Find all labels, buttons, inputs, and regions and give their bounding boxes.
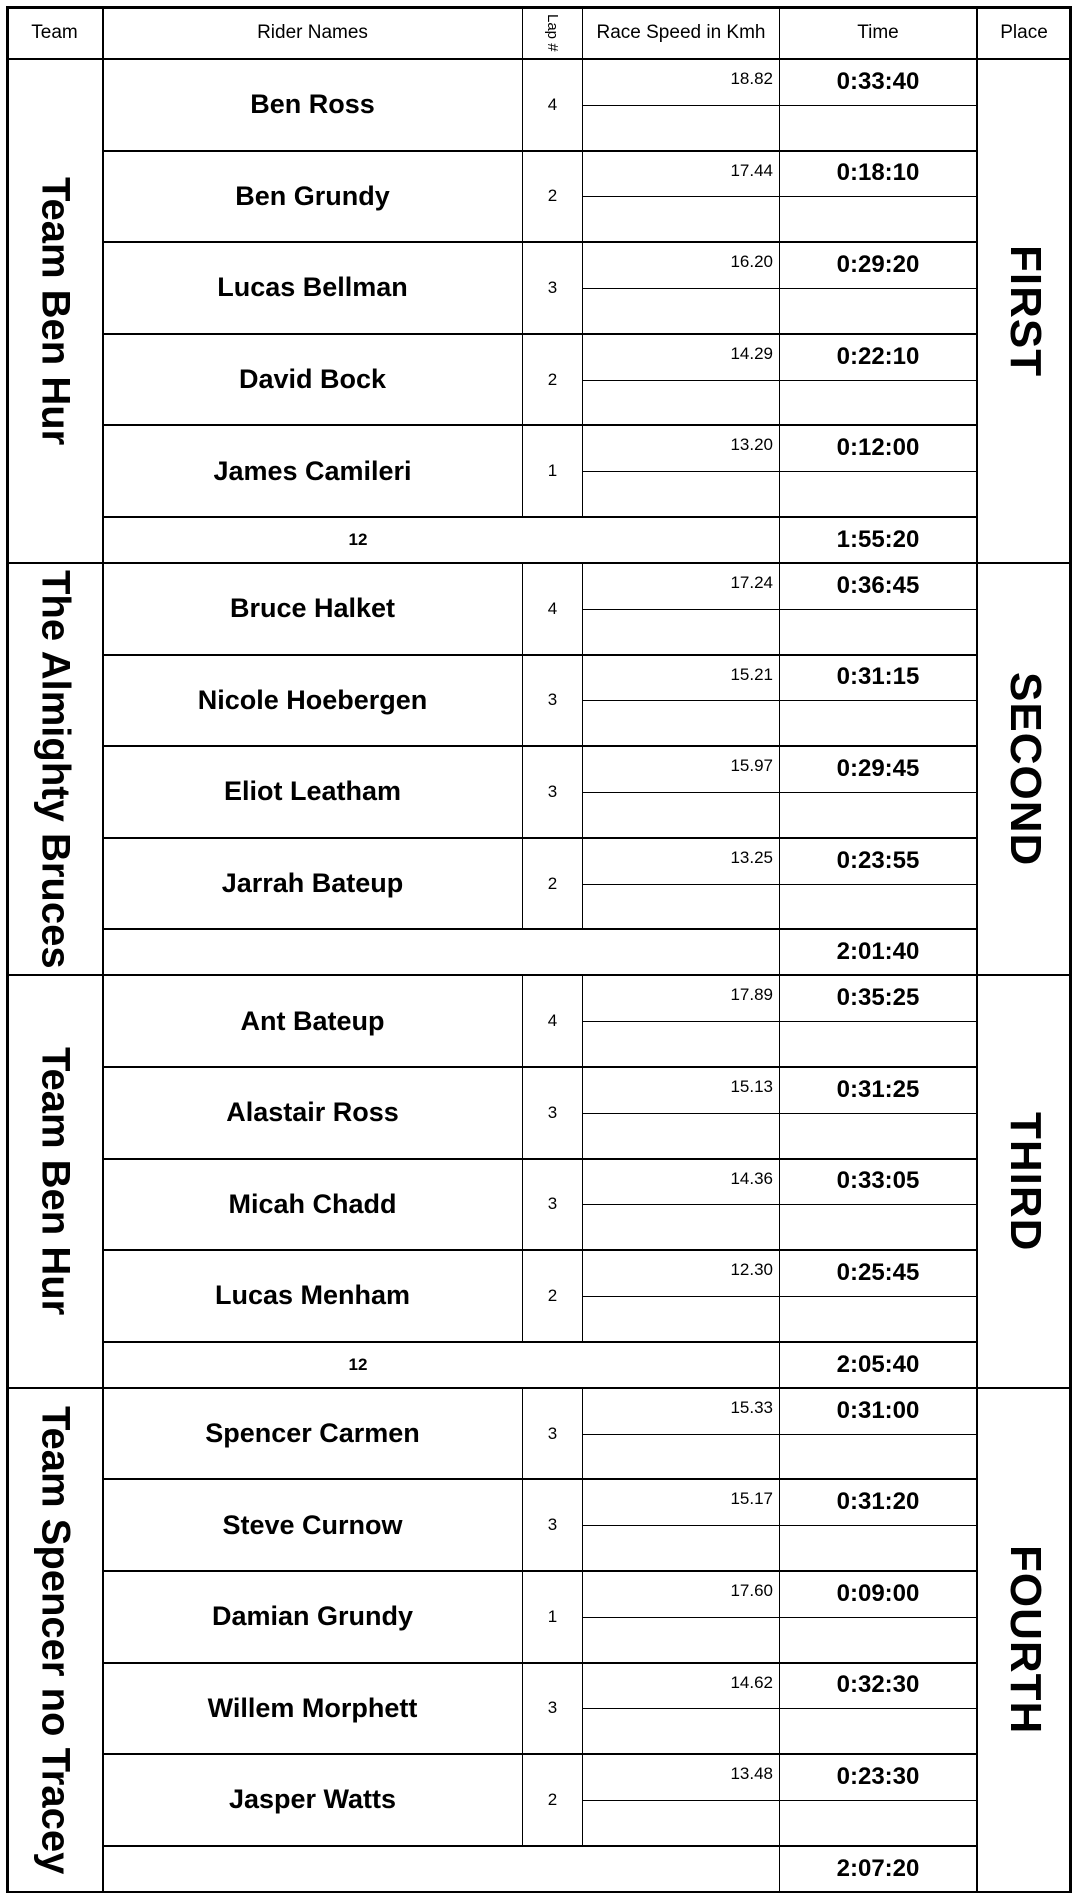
lap-count: 3 xyxy=(547,1423,558,1443)
race-speed: 17.89 xyxy=(730,985,773,1005)
time-column-left-border xyxy=(779,59,780,563)
rider-name: Spencer Carmen xyxy=(205,1418,420,1449)
table-right-border xyxy=(1069,6,1072,1892)
header-place: Place xyxy=(1000,22,1048,43)
table-left-border xyxy=(6,6,9,1892)
race-speed: 15.13 xyxy=(730,1077,773,1096)
team-total-laps xyxy=(103,1846,613,1892)
team-name-cell xyxy=(8,59,102,563)
lap-count: 3 xyxy=(547,1102,558,1122)
lap-count: 4 xyxy=(547,1011,558,1031)
rider-name: Ben Ross xyxy=(250,89,375,120)
place-label: FIRST xyxy=(1001,244,1050,378)
team-name: The Almighty Bruces xyxy=(33,569,78,969)
lap-column-right-border xyxy=(582,1388,583,1846)
rider-time: 0:22:10 xyxy=(836,342,920,370)
team-name-cell xyxy=(8,563,102,975)
rider-name: James Camileri xyxy=(213,455,412,486)
place-cell xyxy=(978,563,1072,975)
lap-column-left-border xyxy=(522,1388,523,1846)
rider-name: Steve Curnow xyxy=(222,1509,403,1540)
rider-time: 0:23:55 xyxy=(836,846,920,874)
header-lap xyxy=(523,7,582,59)
group-bottom-border xyxy=(6,1891,1072,1893)
rider-time: 0:25:45 xyxy=(836,1259,920,1287)
lap-count: 2 xyxy=(547,1789,558,1809)
rider-name: Ben Grundy xyxy=(235,180,390,211)
place-label: THIRD xyxy=(1001,1111,1050,1252)
rider-name: Lucas Menham xyxy=(214,1280,411,1311)
team-name-cell xyxy=(8,975,102,1387)
lap-column-left-border xyxy=(522,563,523,929)
time-column-left-border xyxy=(779,975,780,1387)
race-speed: 15.21 xyxy=(730,664,773,684)
rider-time: 0:33:40 xyxy=(836,67,920,95)
lap-count: 3 xyxy=(547,690,558,710)
header-lap-label: Lap # xyxy=(544,14,561,52)
rider-time: 0:31:20 xyxy=(836,1488,920,1516)
race-speed: 13.20 xyxy=(730,435,773,455)
rider-time: 0:32:30 xyxy=(836,1671,920,1699)
rider-time: 0:31:25 xyxy=(836,1075,920,1103)
rider-time: 0:31:00 xyxy=(836,1396,920,1424)
lap-count: 3 xyxy=(547,1698,558,1718)
race-speed: 15.97 xyxy=(730,756,773,776)
race-speed: 15.17 xyxy=(730,1489,773,1509)
lap-count: 3 xyxy=(547,781,558,801)
rider-time: 0:23:30 xyxy=(836,1763,920,1791)
lap-count: 1 xyxy=(547,461,558,481)
rider-name: Willem Morphett xyxy=(207,1692,418,1723)
header-lap-right-border xyxy=(582,6,583,59)
rider-time: 0:29:20 xyxy=(836,251,920,279)
team-name-cell xyxy=(8,1388,102,1892)
rider-name: Damian Grundy xyxy=(211,1601,414,1632)
race-speed: 18.82 xyxy=(730,69,773,88)
header-team: Team xyxy=(31,22,78,43)
race-speed: 14.36 xyxy=(730,1168,773,1188)
place-column-left-border xyxy=(976,6,978,1892)
team-name: Team Ben Hur xyxy=(33,1047,78,1316)
rider-time: 0:12:00 xyxy=(836,434,920,462)
header-time: Time xyxy=(857,22,899,43)
lap-count: 2 xyxy=(547,186,558,206)
race-speed: 17.44 xyxy=(730,160,773,180)
header-lap-left-border xyxy=(522,6,523,59)
lap-count: 1 xyxy=(547,1606,558,1626)
lap-column-right-border xyxy=(582,563,583,929)
race-speed: 16.20 xyxy=(730,252,773,272)
lap-column-left-border xyxy=(522,59,523,517)
team-total-time: 2:07:20 xyxy=(836,1854,920,1882)
rider-name: Ant Bateup xyxy=(240,1005,385,1036)
rider-time: 0:35:25 xyxy=(836,984,920,1012)
place-label: SECOND xyxy=(1001,672,1050,867)
rider-name: Jasper Watts xyxy=(228,1784,397,1815)
race-speed: 13.25 xyxy=(730,847,773,867)
header-rider-names: Rider Names xyxy=(257,22,368,43)
team-name: Team Ben Hur xyxy=(33,176,78,446)
race-speed: 14.62 xyxy=(730,1672,773,1692)
race-speed: 17.60 xyxy=(730,1581,773,1600)
place-cell xyxy=(978,59,1072,563)
lap-count: 2 xyxy=(547,873,558,893)
lap-count: 2 xyxy=(547,369,558,389)
team-total-time: 2:01:40 xyxy=(836,938,920,966)
race-speed: 17.24 xyxy=(730,573,773,592)
header-time-left-border xyxy=(779,6,780,59)
lap-count: 4 xyxy=(547,94,558,114)
rider-name: David Bock xyxy=(238,364,387,395)
race-speed: 13.48 xyxy=(730,1764,773,1784)
rider-name: Nicole Hoebergen xyxy=(197,684,428,715)
team-total-laps: 12 xyxy=(348,530,368,549)
team-total-laps: 12 xyxy=(348,1354,368,1374)
lap-count: 3 xyxy=(547,1194,558,1214)
team-total-time: 1:55:20 xyxy=(836,526,920,553)
rider-name: Lucas Bellman xyxy=(217,272,408,303)
team-total-laps xyxy=(103,929,613,975)
rider-time: 0:18:10 xyxy=(836,159,920,187)
team-total-time: 2:05:40 xyxy=(836,1350,920,1378)
rider-time: 0:29:45 xyxy=(836,755,920,783)
header-race-speed: Race Speed in Kmh xyxy=(596,22,766,43)
rider-time: 0:09:00 xyxy=(836,1579,920,1607)
rider-name: Jarrah Bateup xyxy=(221,868,404,899)
header-top-border xyxy=(6,6,1072,9)
rider-time: 0:36:45 xyxy=(836,571,920,599)
time-column-left-border xyxy=(779,1388,780,1892)
lap-count: 4 xyxy=(547,598,558,618)
race-speed: 14.29 xyxy=(730,343,773,363)
place-cell xyxy=(978,975,1072,1387)
place-label: FOURTH xyxy=(1001,1545,1050,1735)
rider-time: 0:31:15 xyxy=(836,663,920,691)
place-cell xyxy=(978,1388,1072,1892)
team-name: Team Spencer no Tracey xyxy=(33,1405,78,1874)
rider-name: Eliot Leatham xyxy=(223,776,402,807)
lap-column-left-border xyxy=(522,975,523,1341)
lap-count: 2 xyxy=(547,1285,558,1305)
time-column-left-border xyxy=(779,563,780,975)
lap-count: 3 xyxy=(547,277,558,297)
rider-name: Alastair Ross xyxy=(226,1097,399,1128)
rider-time: 0:33:05 xyxy=(836,1167,920,1195)
lap-count: 3 xyxy=(547,1515,558,1535)
lap-column-right-border xyxy=(582,59,583,517)
team-column-right-border xyxy=(102,6,104,1892)
race-speed: 12.30 xyxy=(730,1260,773,1280)
lap-column-right-border xyxy=(582,975,583,1341)
rider-name: Micah Chadd xyxy=(228,1188,397,1219)
rider-name: Bruce Halket xyxy=(229,593,396,624)
race-speed: 15.33 xyxy=(730,1397,773,1417)
